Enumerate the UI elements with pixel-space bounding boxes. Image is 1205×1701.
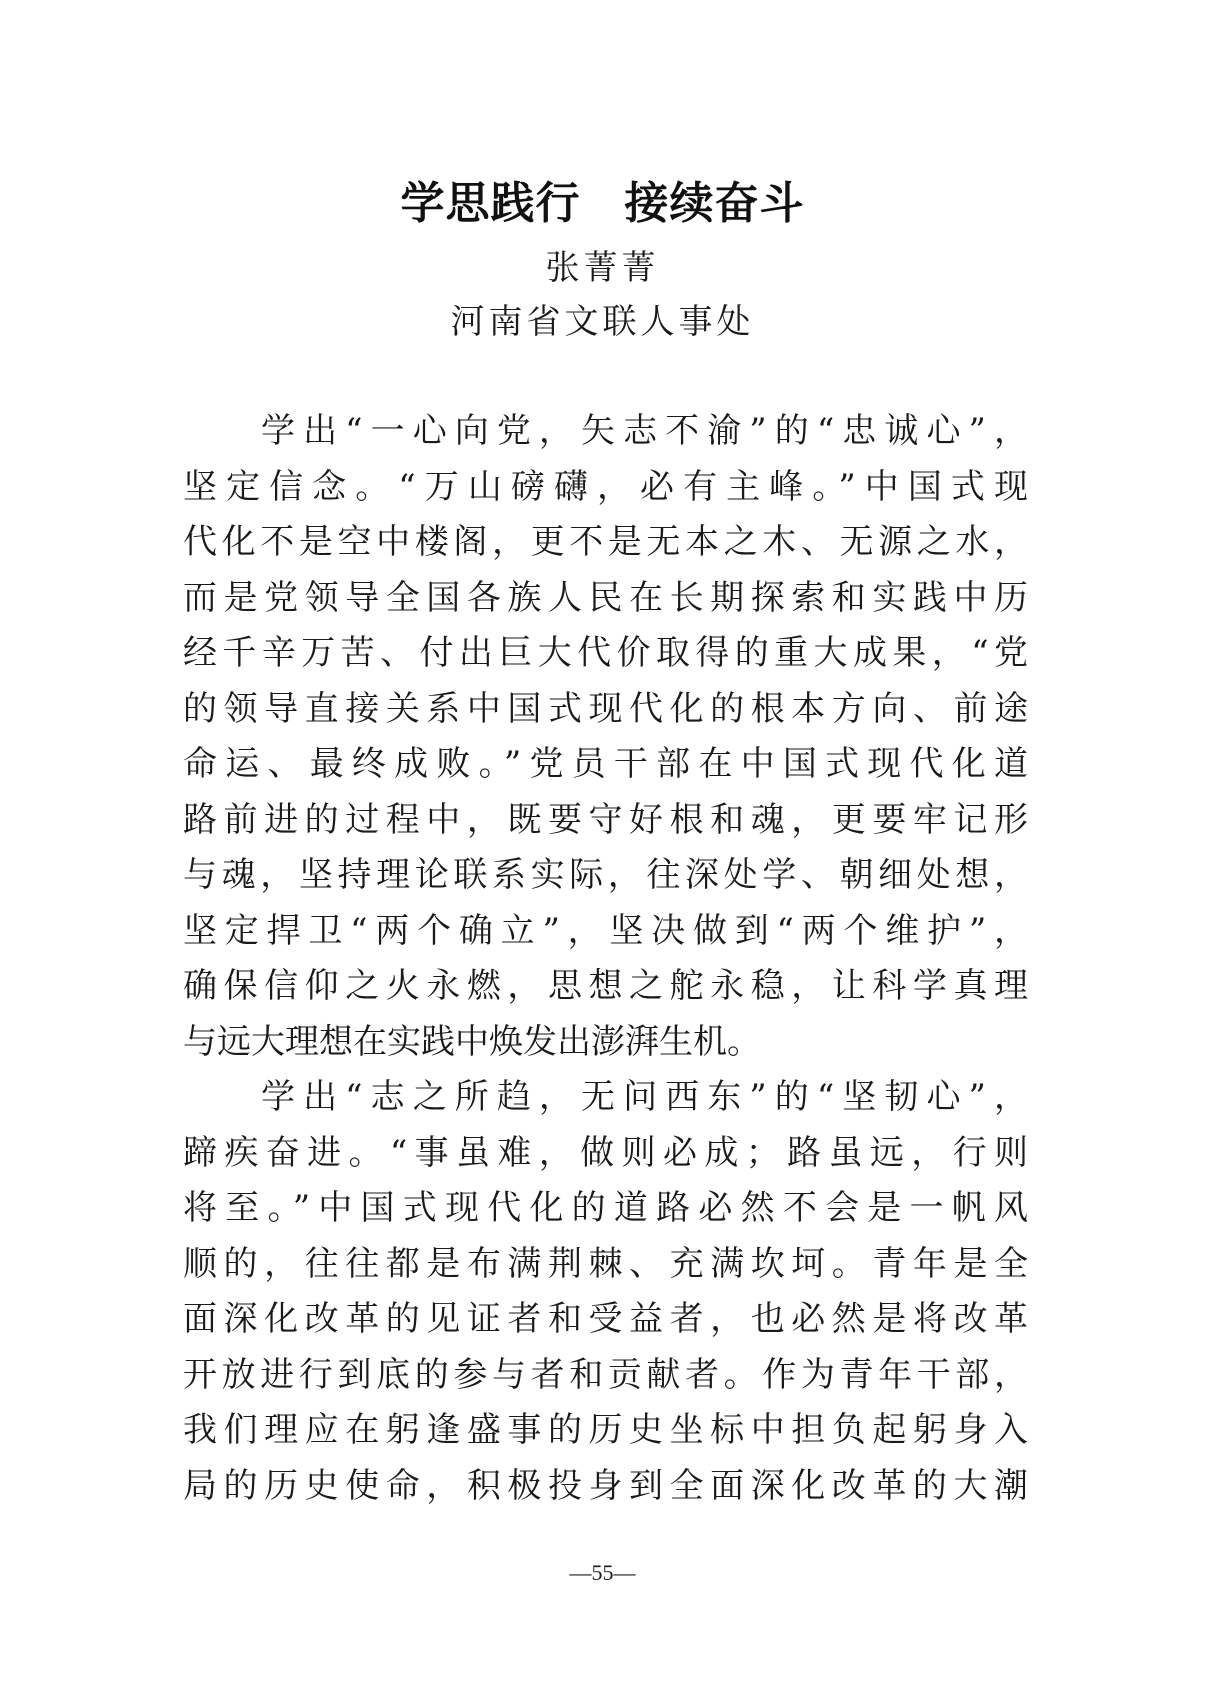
paragraph-1-line-9: 与魂，坚持理论联系实际，往深处学、朝细处想， xyxy=(183,855,1028,895)
page-number: —55— xyxy=(569,1560,636,1585)
paragraph-1-line-1: 学出“一心向党，矢志不渝”的“忠诚心”， xyxy=(261,411,1028,451)
paragraph-2-line-5: 面深化改革的见证者和受益者，也必然是将改革 xyxy=(183,1299,1028,1339)
article-title xyxy=(0,176,1205,232)
author-affiliation: 河南省文联人事处 xyxy=(450,302,755,342)
paragraph-1-line-6: 的领导直接关系中国式现代化的根本方向、前途 xyxy=(183,688,1028,729)
paragraph-2-line-3: 将至。”中国式现代化的道路必然不会是一帆风 xyxy=(183,1188,1028,1228)
paragraph-2-line-1: 学出“志之所趋，无问西东”的“坚韧心”， xyxy=(261,1077,1028,1117)
article-body xyxy=(183,404,1028,1514)
title-part-2: 接续奋斗 xyxy=(624,178,805,229)
paragraph-1-line-4: 而是党领导全国各族人民在长期探索和实践中历 xyxy=(183,577,1028,618)
author-name: 张菁菁 xyxy=(545,248,660,288)
paragraph-1-line-10: 坚定捍卫“两个确立”，坚决做到“两个维护”， xyxy=(183,910,1028,951)
paragraph-1-line-7: 命运、最终成败。”党员干部在中国式现代化道 xyxy=(183,744,1028,784)
paragraph-2-line-2: 蹄疾奋进。“事虽难，做则必成；路虽远，行则 xyxy=(183,1132,1028,1173)
paragraph-2-line-8: 局的历史使命，积极投身到全面深化改革的大潮 xyxy=(183,1465,1028,1506)
paragraph-2-line-6: 开放进行到底的参与者和贡献者。作为青年干部， xyxy=(183,1354,1028,1395)
paragraph-1-line-8: 路前进的过程中，既要守好根和魂，更要牢记形 xyxy=(183,799,1028,840)
paragraph-2-line-7: 我们理应在躬逢盛事的历史坐标中担负起躬身入 xyxy=(183,1410,1028,1450)
paragraph-1-line-3: 代化不是空中楼阁，更不是无本之木、无源之水， xyxy=(183,522,1028,562)
paragraph-1-line-11: 确保信仰之火永燃，思想之舵永稳，让科学真理 xyxy=(183,966,1028,1006)
title-part-1: 学思践行 xyxy=(400,178,581,229)
paragraph-1-line-2: 坚定信念。“万山磅礴，必有主峰。”中国式现 xyxy=(183,466,1028,507)
paragraph-1-line-5: 经千辛万苦、付出巨大代价取得的重大成果，“党 xyxy=(183,633,1028,673)
paragraph-2-line-4: 顺的，往往都是布满荆棘、充满坎坷。青年是全 xyxy=(183,1243,1028,1284)
paragraph-1-line-12: 与远大理想在实践中焕发出澎湃生机。 xyxy=(183,1021,761,1062)
